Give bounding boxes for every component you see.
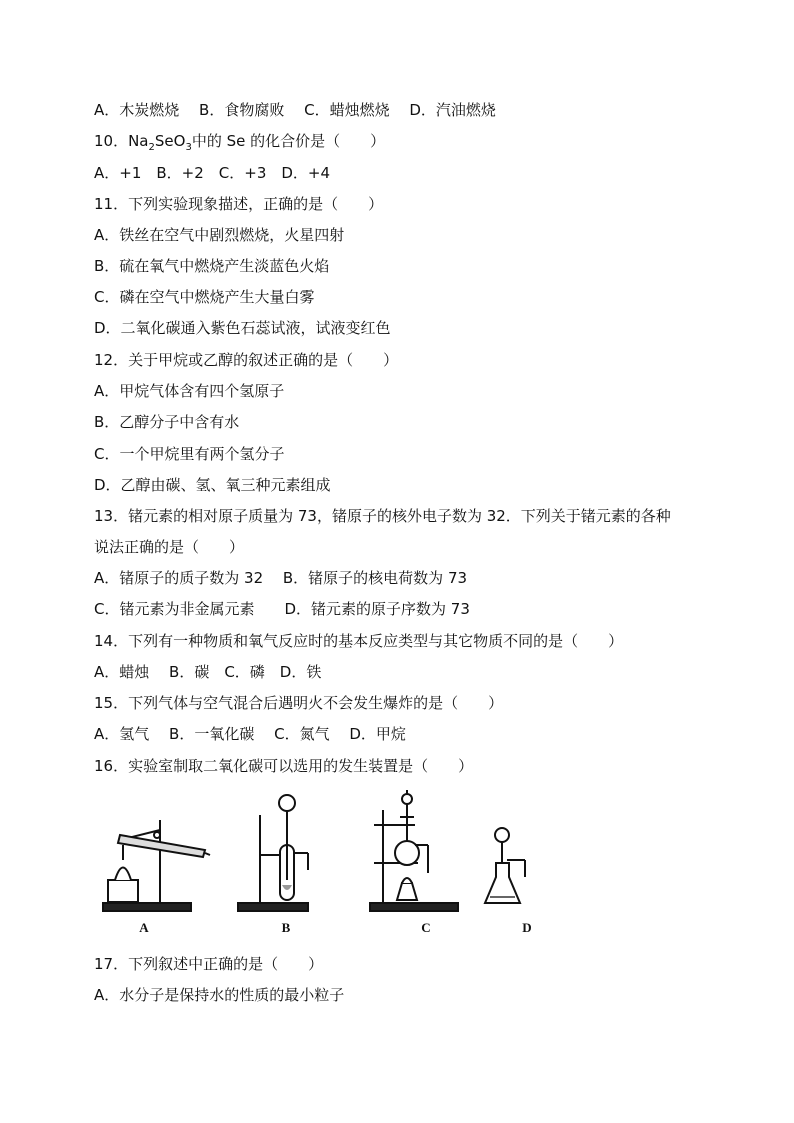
q17-option-a: A．水分子是保持水的性质的最小粒子	[94, 986, 345, 1004]
q11-option-c: C．磷在空气中燃烧产生大量白雾	[94, 288, 315, 306]
apparatus-b	[238, 795, 308, 911]
q13-question-line1: 13．锗元素的相对原子质量为 73，锗原子的核外电子数为 32．下列关于锗元素的各种	[94, 507, 671, 525]
q11-option-d: D．二氧化碳通入紫色石蕊试液，试液变红色	[94, 319, 391, 337]
apparatus-c	[370, 790, 458, 911]
apparatus-label-b: B	[281, 920, 291, 935]
apparatus-label-d: D	[522, 920, 532, 935]
q11-option-b: B．硫在氧气中燃烧产生淡蓝色火焰	[94, 257, 330, 275]
q12-question: 12．关于甲烷或乙醇的叙述正确的是（ ）	[94, 351, 399, 369]
q15-question: 15．下列气体与空气混合后遇明火不会发生爆炸的是（ ）	[94, 694, 504, 712]
q10-options: A．+1 B．+2 C．+3 D．+4	[94, 164, 331, 182]
q11-option-a: A．铁丝在空气中剧烈燃烧，火星四射	[94, 226, 345, 244]
q14-options: A．蜡烛 B．碳 C．磷 D．铁	[94, 663, 322, 681]
apparatus-label-a: A	[139, 920, 149, 935]
apparatus-figure	[100, 785, 560, 940]
q14-question: 14．下列有一种物质和氧气反应时的基本反应类型与其它物质不同的是（ ）	[94, 632, 624, 650]
q16-question: 16．实验室制取二氧化碳可以选用的发生装置是（ ）	[94, 757, 474, 775]
q11-question: 11．下列实验现象描述，正确的是（ ）	[94, 195, 384, 213]
q13-question-line2: 说法正确的是（ ）	[94, 538, 245, 556]
q12-option-c: C．一个甲烷里有两个氢分子	[94, 445, 285, 463]
q9-options: A．木炭燃烧 B．食物腐败 C．蜡烛燃烧 D．汽油燃烧	[94, 101, 496, 119]
q17-question: 17．下列叙述中正确的是（ ）	[94, 955, 324, 973]
q12-option-d: D．乙醇由碳、氢、氧三种元素组成	[94, 476, 331, 494]
q13-options-ab: A．锗原子的质子数为 32 B．锗原子的核电荷数为 73	[94, 569, 468, 587]
q13-options-cd: C．锗元素为非金属元素 D．锗元素的原子序数为 73	[94, 600, 470, 618]
apparatus-d	[485, 828, 525, 903]
q15-options: A．氢气 B．一氧化碳 C．氮气 D．甲烷	[94, 725, 406, 743]
apparatus-label-c: C	[421, 920, 431, 935]
q10-question: 10．$Na_2SeO_3$中的 Se 的化合价是（ ）	[94, 132, 386, 153]
q12-option-b: B．乙醇分子中含有水	[94, 413, 240, 431]
apparatus-a	[103, 820, 210, 911]
q12-option-a: A．甲烷气体含有四个氢原子	[94, 382, 285, 400]
